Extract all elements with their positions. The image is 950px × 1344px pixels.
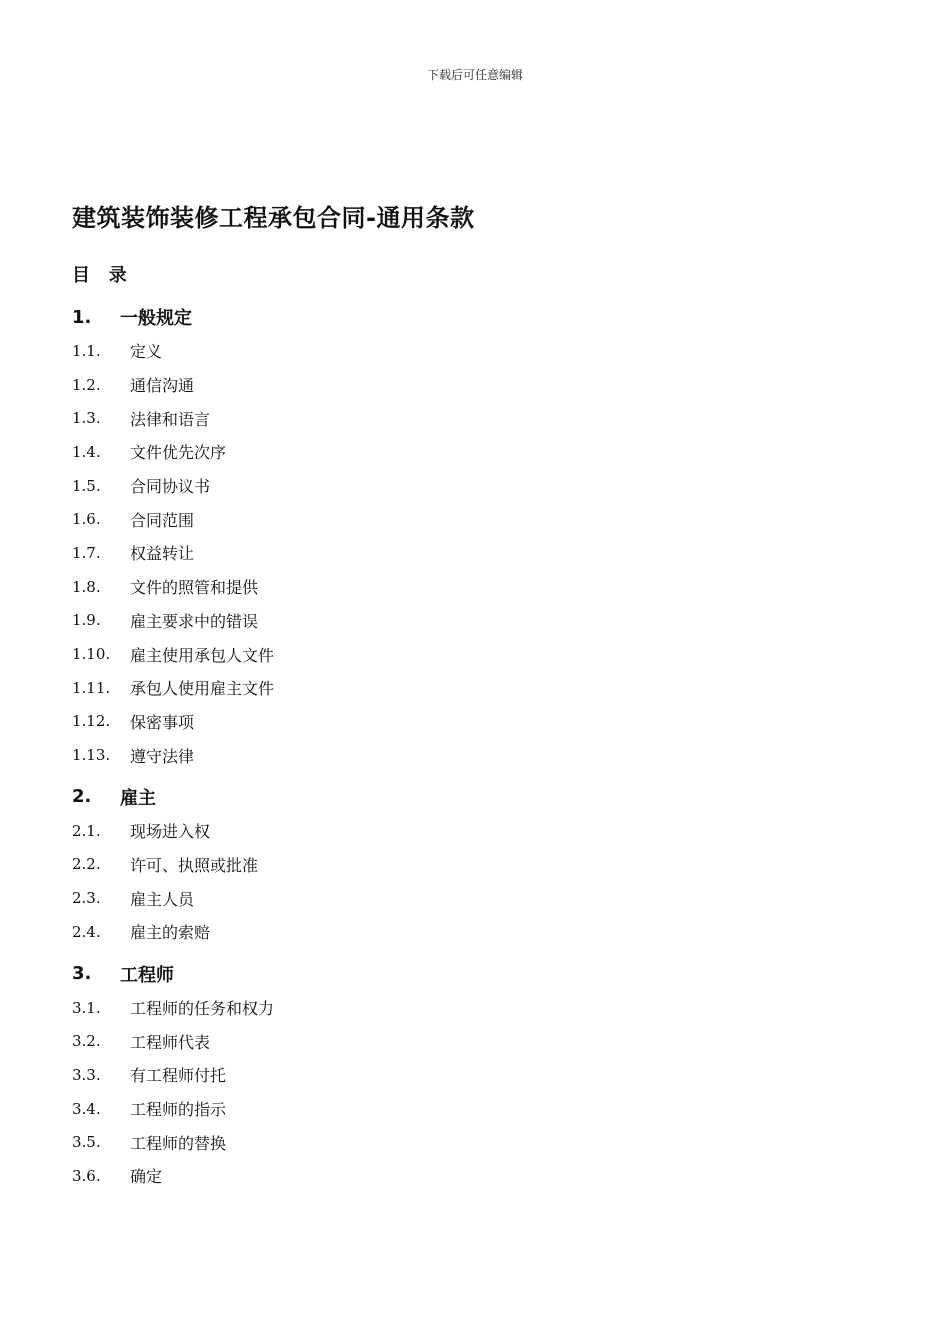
toc-item-title: 定义 xyxy=(130,342,163,362)
toc-item xyxy=(72,1092,872,1126)
toc-item xyxy=(72,671,872,705)
toc-item-number: 1.7. xyxy=(72,543,101,562)
section-title: 工程师 xyxy=(120,964,174,986)
toc-item xyxy=(72,637,872,671)
toc-item-number: 3.2. xyxy=(72,1032,101,1051)
toc-item-number: 1.6. xyxy=(72,510,101,529)
toc-item xyxy=(72,1159,872,1193)
section-title: 一般规定 xyxy=(120,308,192,329)
toc-item xyxy=(72,814,872,848)
toc-item-number: 1.13. xyxy=(72,746,111,765)
toc-item-number: 1.12. xyxy=(72,712,111,731)
toc-item-number: 2.2. xyxy=(72,855,101,874)
document-title: 建筑装饰装修工程承包合同-通用条款 xyxy=(72,204,475,232)
toc-item-number: 1.10. xyxy=(72,645,111,664)
section-number: 2. xyxy=(72,786,92,808)
toc-item-title: 文件优先次序 xyxy=(130,443,227,463)
toc-item-number: 1.3. xyxy=(72,409,101,428)
toc-item-title: 许可、执照或批准 xyxy=(130,855,259,875)
toc-item-number: 1.2. xyxy=(72,375,101,394)
header-note: 下载后可任意编辑 xyxy=(426,68,523,82)
toc-section xyxy=(72,957,872,1193)
toc-item-title: 雇主的索赔 xyxy=(130,923,211,943)
toc-section-heading xyxy=(72,300,872,334)
toc-item xyxy=(72,915,872,949)
toc-item-title: 雇主要求中的错误 xyxy=(130,611,259,631)
table-of-contents xyxy=(72,300,872,1193)
toc-item xyxy=(72,881,872,915)
toc-item xyxy=(72,334,872,368)
section-title: 雇主 xyxy=(120,787,156,809)
toc-item xyxy=(72,1125,872,1159)
toc-item-title: 保密事项 xyxy=(130,712,195,732)
toc-item-title: 权益转让 xyxy=(130,544,195,564)
toc-item-title: 法律和语言 xyxy=(130,409,211,429)
toc-item-title: 有工程师付托 xyxy=(130,1066,227,1086)
toc-item-title: 文件的照管和提供 xyxy=(130,578,259,598)
toc-item-title: 遵守法律 xyxy=(130,746,195,766)
toc-item-number: 1.9. xyxy=(72,611,101,630)
toc-item-number: 3.4. xyxy=(72,1099,101,1118)
toc-item xyxy=(72,502,872,536)
toc-item-number: 3.6. xyxy=(72,1166,101,1185)
toc-item xyxy=(72,536,872,570)
toc-item xyxy=(72,738,872,772)
toc-item-number: 1.4. xyxy=(72,442,101,461)
toc-item-number: 3.1. xyxy=(72,998,101,1017)
toc-item-title: 工程师的指示 xyxy=(130,1100,227,1120)
toc-section-heading xyxy=(72,780,872,814)
toc-section-heading xyxy=(72,957,872,991)
toc-item-number: 2.3. xyxy=(72,889,101,908)
toc-item-title: 雇主使用承包人文件 xyxy=(130,645,275,665)
toc-section xyxy=(72,300,872,772)
toc-item xyxy=(72,570,872,604)
toc-item-title: 工程师代表 xyxy=(130,1032,211,1052)
toc-item xyxy=(72,991,872,1025)
toc-item xyxy=(72,469,872,503)
toc-item-number: 3.3. xyxy=(72,1065,101,1084)
toc-item-number: 2.1. xyxy=(72,821,101,840)
toc-item-number: 1.11. xyxy=(72,678,111,697)
toc-item xyxy=(72,705,872,739)
toc-section xyxy=(72,780,872,949)
toc-item-number: 1.5. xyxy=(72,476,101,495)
toc-item-title: 承包人使用雇主文件 xyxy=(130,679,275,699)
toc-item-title: 确定 xyxy=(130,1167,163,1187)
toc-item xyxy=(72,848,872,882)
toc-item-title: 通信沟通 xyxy=(130,376,195,396)
toc-item xyxy=(72,1058,872,1092)
toc-item xyxy=(72,401,872,435)
toc-item-title: 合同协议书 xyxy=(130,477,211,497)
toc-item-number: 1.1. xyxy=(72,341,101,360)
toc-heading: 目 录 xyxy=(72,265,127,286)
section-number: 1. xyxy=(72,306,92,328)
toc-item-title: 雇主人员 xyxy=(130,889,195,909)
toc-item xyxy=(72,435,872,469)
toc-item-number: 3.5. xyxy=(72,1133,101,1152)
section-number: 3. xyxy=(72,963,92,985)
toc-item-number: 2.4. xyxy=(72,922,101,941)
toc-item-title: 工程师的任务和权力 xyxy=(130,999,275,1019)
toc-item xyxy=(72,1024,872,1058)
toc-item-title: 合同范围 xyxy=(130,510,195,530)
toc-item-title: 工程师的替换 xyxy=(130,1133,227,1153)
toc-item-title: 现场进入权 xyxy=(130,822,211,842)
toc-item-number: 1.8. xyxy=(72,577,101,596)
toc-item xyxy=(72,604,872,638)
toc-item xyxy=(72,368,872,402)
